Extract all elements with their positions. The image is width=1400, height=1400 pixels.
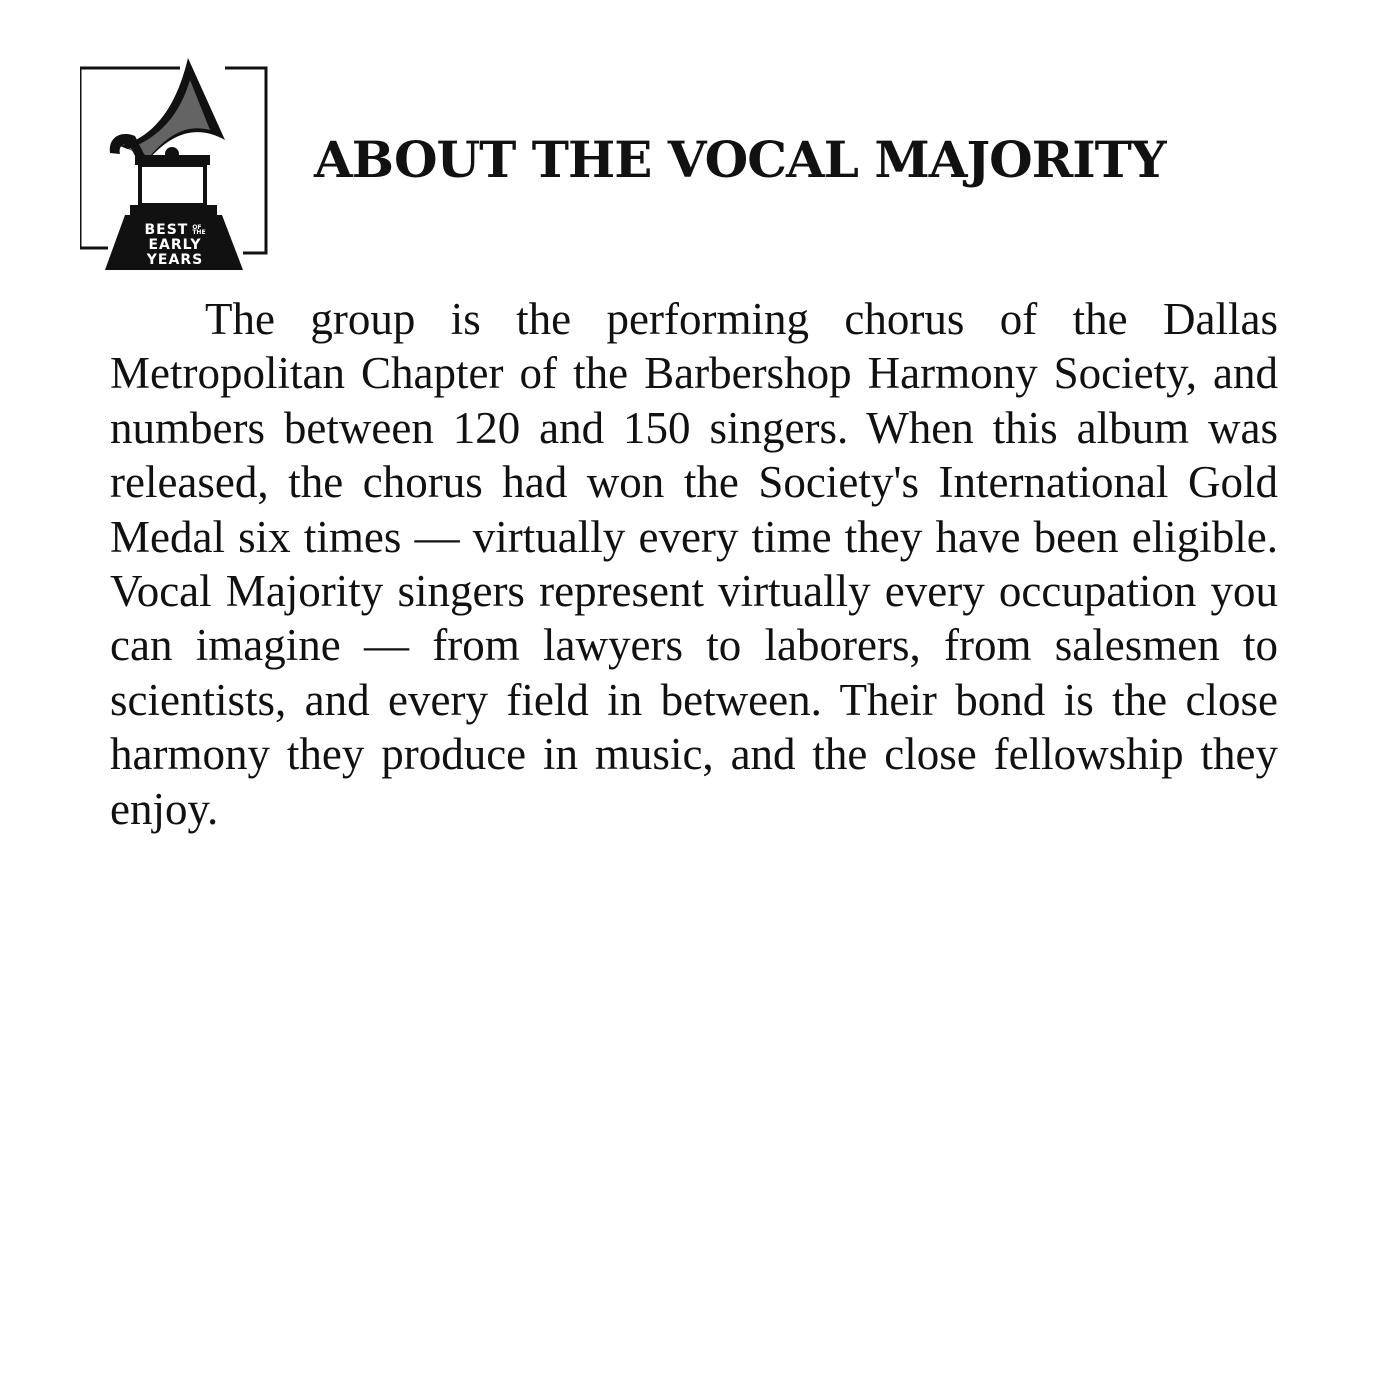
logo-line-years: YEARS bbox=[146, 252, 204, 268]
logo-small-the: THE bbox=[192, 228, 206, 236]
logo-line-best: BEST bbox=[144, 222, 189, 238]
page-title: ABOUT THE VOCAL MAJORITY bbox=[314, 130, 1166, 189]
logo-small-of: OF bbox=[192, 223, 202, 231]
gramophone-logo bbox=[80, 58, 270, 273]
logo-line-early: EARLY bbox=[148, 237, 202, 253]
body-paragraph: The group is the performing chorus of the Dallas Metropolitan Chapter of the Barbershop Harmony Society, and numbers between 120 and 150 singers. When this album was released, the chorus had won the Society's International Gold Medal six times — virtually every time they have been eligible. Vocal Majority singers represent virtually every occupation you can imagine — from lawyers to laborers, from salesmen to scientists, and every field in between. Their bond is the close harmony they produce in music, and the close fellowship they enjoy. bbox=[110, 294, 1278, 834]
logo-label bbox=[132, 221, 218, 268]
